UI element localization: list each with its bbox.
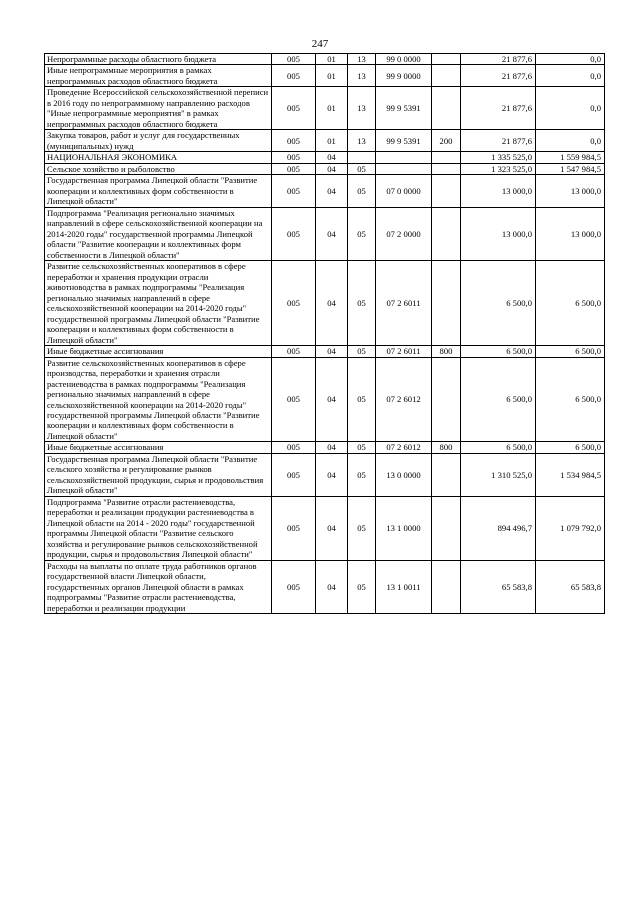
table-row <box>45 560 605 613</box>
cell-sum-year1: 13 000,0 <box>461 175 536 207</box>
table-row <box>45 207 605 260</box>
cell-expense-type <box>432 163 461 174</box>
cell-expense-type: 200 <box>432 130 461 152</box>
page-number: 247 <box>311 38 329 50</box>
cell-sum-year2: 13 000,0 <box>536 175 605 207</box>
cell-ved: 005 <box>272 453 316 496</box>
table-row <box>45 163 605 174</box>
cell-ved: 005 <box>272 560 316 613</box>
table-row <box>45 346 605 357</box>
cell-subsection: 13 <box>348 130 376 152</box>
cell-target-article: 07 2 6011 <box>376 261 432 346</box>
cell-expense-type <box>432 453 461 496</box>
cell-name: Государственная программа Липецкой области "Развитие сельского хозяйства и регулирование рынков сельскохозяйственной продукции, сырья и продовольствия Липецкой области" <box>45 453 272 496</box>
table-row <box>45 453 605 496</box>
cell-subsection: 05 <box>348 496 376 560</box>
cell-sum-year2: 13 000,0 <box>536 207 605 260</box>
cell-target-article: 99 9 5391 <box>376 130 432 152</box>
cell-name: Расходы на выплаты по оплате труда работников органов государственной власти Липецкой области, государственных органов Липецкой области в рамках подпрограммы "Развитие отрасли растениеводства, переработки и реализации продукции <box>45 560 272 613</box>
cell-sum-year2: 6 500,0 <box>536 261 605 346</box>
cell-name: НАЦИОНАЛЬНАЯ ЭКОНОМИКА <box>45 152 272 163</box>
cell-expense-type <box>432 357 461 442</box>
cell-section: 04 <box>316 346 348 357</box>
cell-sum-year2: 0,0 <box>536 65 605 87</box>
cell-subsection: 05 <box>348 261 376 346</box>
cell-subsection: 05 <box>348 163 376 174</box>
cell-sum-year2: 6 500,0 <box>536 346 605 357</box>
cell-section: 01 <box>316 87 348 130</box>
cell-target-article: 13 1 0011 <box>376 560 432 613</box>
cell-ved: 005 <box>272 130 316 152</box>
table-row <box>45 175 605 207</box>
cell-sum-year1: 65 583,8 <box>461 560 536 613</box>
cell-ved: 005 <box>272 175 316 207</box>
cell-sum-year1: 894 496,7 <box>461 496 536 560</box>
cell-section: 04 <box>316 163 348 174</box>
cell-name: Подпрограмма "Реализация регионально значимых направлений в сфере сельскохозяйственной кооперации на 2014-2020 годы" государственной программы Липецкой области "Развитие кооперации и коллективных форм собственности в Липецкой области" <box>45 207 272 260</box>
cell-subsection: 05 <box>348 207 376 260</box>
table-row <box>45 496 605 560</box>
cell-name: Подпрограмма "Развитие отрасли растениеводства, переработки и реализации продукции растениеводства в Липецкой области на 2014 - 2020 годы" государственной программы Липецкой области "Развитие сельского хозяйства и регулирование рынков сельскохозяйственной продукции, сырья и продовольствия Липецкой области" <box>45 496 272 560</box>
cell-target-article: 07 2 6011 <box>376 346 432 357</box>
cell-ved: 005 <box>272 54 316 65</box>
cell-sum-year2: 0,0 <box>536 130 605 152</box>
cell-section: 04 <box>316 560 348 613</box>
cell-subsection <box>348 152 376 163</box>
cell-ved: 005 <box>272 357 316 442</box>
cell-subsection: 13 <box>348 54 376 65</box>
cell-sum-year1: 21 877,6 <box>461 130 536 152</box>
cell-ved: 005 <box>272 261 316 346</box>
cell-sum-year1: 6 500,0 <box>461 261 536 346</box>
cell-subsection: 13 <box>348 87 376 130</box>
cell-target-article: 13 1 0000 <box>376 496 432 560</box>
cell-expense-type: 800 <box>432 442 461 453</box>
table-row <box>45 357 605 442</box>
cell-expense-type <box>432 207 461 260</box>
cell-expense-type <box>432 54 461 65</box>
cell-expense-type: 800 <box>432 346 461 357</box>
cell-name: Непрограммные расходы областного бюджета <box>45 54 272 65</box>
cell-ved: 005 <box>272 496 316 560</box>
cell-sum-year2: 1 547 984,5 <box>536 163 605 174</box>
cell-name: Иные бюджетные ассигнования <box>45 346 272 357</box>
cell-ved: 005 <box>272 152 316 163</box>
cell-target-article: 99 0 0000 <box>376 54 432 65</box>
cell-section: 04 <box>316 442 348 453</box>
cell-sum-year2: 1 534 984,5 <box>536 453 605 496</box>
cell-expense-type <box>432 261 461 346</box>
cell-ved: 005 <box>272 87 316 130</box>
cell-section: 04 <box>316 152 348 163</box>
cell-subsection: 05 <box>348 442 376 453</box>
cell-target-article: 07 2 6012 <box>376 442 432 453</box>
cell-expense-type <box>432 87 461 130</box>
cell-sum-year1: 1 310 525,0 <box>461 453 536 496</box>
table-row <box>45 65 605 87</box>
cell-ved: 005 <box>272 207 316 260</box>
cell-expense-type <box>432 496 461 560</box>
cell-sum-year2: 0,0 <box>536 87 605 130</box>
cell-section: 04 <box>316 453 348 496</box>
cell-expense-type <box>432 175 461 207</box>
cell-sum-year2: 6 500,0 <box>536 442 605 453</box>
cell-sum-year1: 6 500,0 <box>461 357 536 442</box>
cell-target-article <box>376 163 432 174</box>
cell-sum-year2: 1 559 984,5 <box>536 152 605 163</box>
table-row <box>45 87 605 130</box>
cell-target-article: 13 0 0000 <box>376 453 432 496</box>
cell-section: 04 <box>316 357 348 442</box>
table-row <box>45 152 605 163</box>
cell-ved: 005 <box>272 346 316 357</box>
cell-sum-year1: 21 877,6 <box>461 54 536 65</box>
cell-name: Государственная программа Липецкой области "Развитие кооперации и коллективных форм собственности в Липецкой области" <box>45 175 272 207</box>
cell-sum-year2: 0,0 <box>536 54 605 65</box>
cell-name: Закупка товаров, работ и услуг для государственных (муниципальных) нужд <box>45 130 272 152</box>
cell-section: 01 <box>316 54 348 65</box>
cell-subsection: 05 <box>348 346 376 357</box>
cell-sum-year1: 21 877,6 <box>461 65 536 87</box>
cell-target-article: 07 2 0000 <box>376 207 432 260</box>
cell-sum-year2: 6 500,0 <box>536 357 605 442</box>
cell-target-article: 07 0 0000 <box>376 175 432 207</box>
table-row <box>45 130 605 152</box>
cell-section: 01 <box>316 130 348 152</box>
cell-section: 04 <box>316 175 348 207</box>
cell-sum-year1: 1 323 525,0 <box>461 163 536 174</box>
cell-sum-year1: 1 335 525,0 <box>461 152 536 163</box>
cell-subsection: 13 <box>348 65 376 87</box>
cell-section: 04 <box>316 496 348 560</box>
cell-name: Сельское хозяйство и рыболовство <box>45 163 272 174</box>
cell-name: Иные бюджетные ассигнования <box>45 442 272 453</box>
cell-target-article <box>376 152 432 163</box>
cell-name: Проведение Всероссийской сельскохозяйственной переписи в 2016 году по непрограммному направлению расходов "Иные непрограммные мероприятия" в рамках непрограммных расходов областного бюджета <box>45 87 272 130</box>
cell-subsection: 05 <box>348 357 376 442</box>
cell-expense-type <box>432 65 461 87</box>
cell-section: 04 <box>316 261 348 346</box>
cell-target-article: 07 2 6012 <box>376 357 432 442</box>
cell-expense-type <box>432 560 461 613</box>
cell-subsection: 05 <box>348 453 376 496</box>
cell-sum-year1: 6 500,0 <box>461 442 536 453</box>
table-row <box>45 442 605 453</box>
table-row <box>45 54 605 65</box>
cell-section: 01 <box>316 65 348 87</box>
cell-name: Иные непрограммные мероприятия в рамках непрограммных расходов областного бюджета <box>45 65 272 87</box>
cell-target-article: 99 9 0000 <box>376 65 432 87</box>
cell-target-article: 99 9 5391 <box>376 87 432 130</box>
budget-table-body <box>45 54 605 614</box>
cell-sum-year1: 13 000,0 <box>461 207 536 260</box>
cell-ved: 005 <box>272 163 316 174</box>
cell-sum-year2: 1 079 792,0 <box>536 496 605 560</box>
cell-ved: 005 <box>272 65 316 87</box>
cell-name: Развитие сельскохозяйственных кооперативов в сфере производства, переработки и хранения отрасли растениеводства в рамках подпрограммы "Реализация регионально значимых направлений в сфере сельскохозяйственной кооперации на 2014-2020 годы" государственной программы Липецкой области "Развитие кооперации и коллективных форм собственности в Липецкой области" <box>45 357 272 442</box>
cell-sum-year1: 6 500,0 <box>461 346 536 357</box>
cell-sum-year1: 21 877,6 <box>461 87 536 130</box>
cell-subsection: 05 <box>348 175 376 207</box>
table-row <box>45 261 605 346</box>
cell-ved: 005 <box>272 442 316 453</box>
cell-subsection: 05 <box>348 560 376 613</box>
cell-name: Развитие сельскохозяйственных кооперативов в сфере переработки и хранения продукции отрасли животноводства в рамках подпрограммы "Реализация регионально значимых направлений в сфере сельскохозяйственной кооперации на 2014-2020 годы" государственной программы Липецкой области "Развитие кооперации и коллективных форм собственности в Липецкой области" <box>45 261 272 346</box>
cell-section: 04 <box>316 207 348 260</box>
cell-sum-year2: 65 583,8 <box>536 560 605 613</box>
budget-table <box>44 53 605 614</box>
cell-expense-type <box>432 152 461 163</box>
